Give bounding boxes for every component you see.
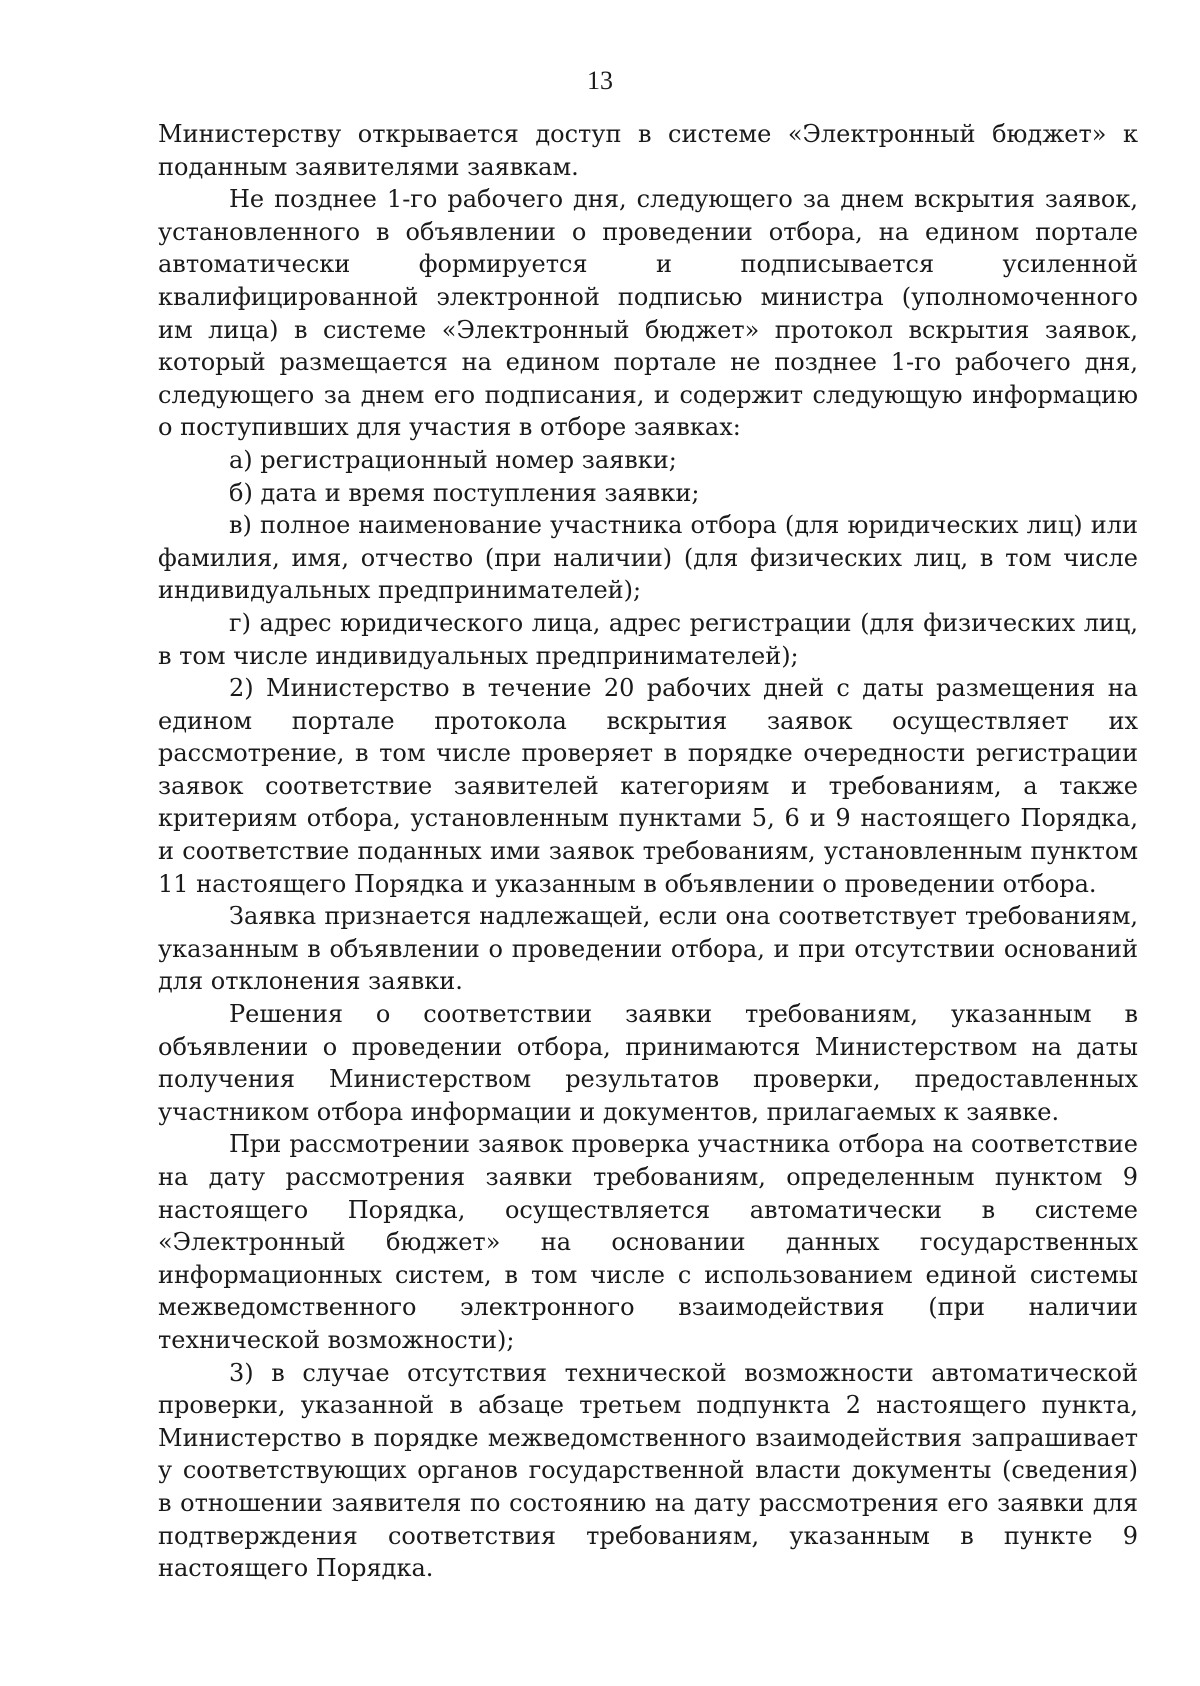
- list-item-b: б) дата и время поступления заявки;: [229, 478, 700, 507]
- paragraph-item-3: 3) в случае отсутствия технической возможности автоматической проверки, указанной в абзаце третьем подпункта 2 настоящего пункта, Министерство в порядке межведомственного взаимодействия запрашивает у соответствующих органов государственной власти документы (сведения) в отношении заявителя по состоянию на дату рассмотрения его заявки для подтверждения соответствия требованиям, указанным в пункте 9 настоящего Порядка.: [158, 1358, 1138, 1583]
- paragraph-continuation: Министерству открывается доступ в системе «Электронный бюджет» к поданным заявителями заявкам.: [158, 120, 1138, 181]
- list-item-a: а) регистрационный номер заявки;: [229, 445, 677, 474]
- paragraph-protocol: Не позднее 1-го рабочего дня, следующего за днем вскрытия заявок, установленного в объявлении о проведении отбора, на едином портале автоматически формируется и подписывается усиленной квалифицированной электронной подписью министра (уполномоченного им лица) в системе «Электронный бюджет» протокол вскрытия заявок, который размещается на едином портале не позднее 1-го рабочего дня, следующего за днем его подписания, и содержит следующую информацию о поступивших для участия в отборе заявках:: [158, 185, 1138, 442]
- paragraph-proper-application: Заявка признается надлежащей, если она соответствует требованиям, указанным в объявлении о проведении отбора, и при отсутствии оснований для отклонения заявки.: [158, 902, 1138, 996]
- page-number: 13: [587, 66, 613, 95]
- paragraph-item-2: 2) Министерство в течение 20 рабочих дней с даты размещения на едином портале протокола вскрытия заявок осуществляет их рассмотрение, в том числе проверяет в порядке очередности регистрации заявок соответствие заявителей категориям и требованиям, а также критериям отбора, установленным пунктами 5, 6 и 9 настоящего Порядка, и соответствие поданных ими заявок требованиям, установленным пунктом 11 настоящего Порядка и указанным в объявлении о проведении отбора.: [158, 674, 1138, 898]
- list-item-v: в) полное наименование участника отбора (для юридических лиц) или фамилия, имя, отчество (при наличии) (для физических лиц, в том числе индивидуальных предпринимателей);: [158, 511, 1138, 605]
- document-body: [158, 118, 1138, 1585]
- paragraph-automatic-check: При рассмотрении заявок проверка участника отбора на соответствие на дату рассмотрения заявки требованиям, определенным пунктом 9 настоящего Порядка, осуществляется автоматически в системе «Электронный бюджет» на основании данных государственных информационных систем, в том числе с использованием единой системы межведомственного электронного взаимодействия (при наличии технической возможности);: [158, 1130, 1138, 1354]
- paragraph-decisions: Решения о соответствии заявки требованиям, указанным в объявлении о проведении отбора, принимаются Министерством на даты получения Министерством результатов проверки, предоставленных участником отбора информации и документов, прилагаемых к заявке.: [158, 1000, 1138, 1126]
- list-item-g: г) адрес юридического лица, адрес регистрации (для физических лиц, в том числе индивидуальных предпринимателей);: [158, 608, 1138, 670]
